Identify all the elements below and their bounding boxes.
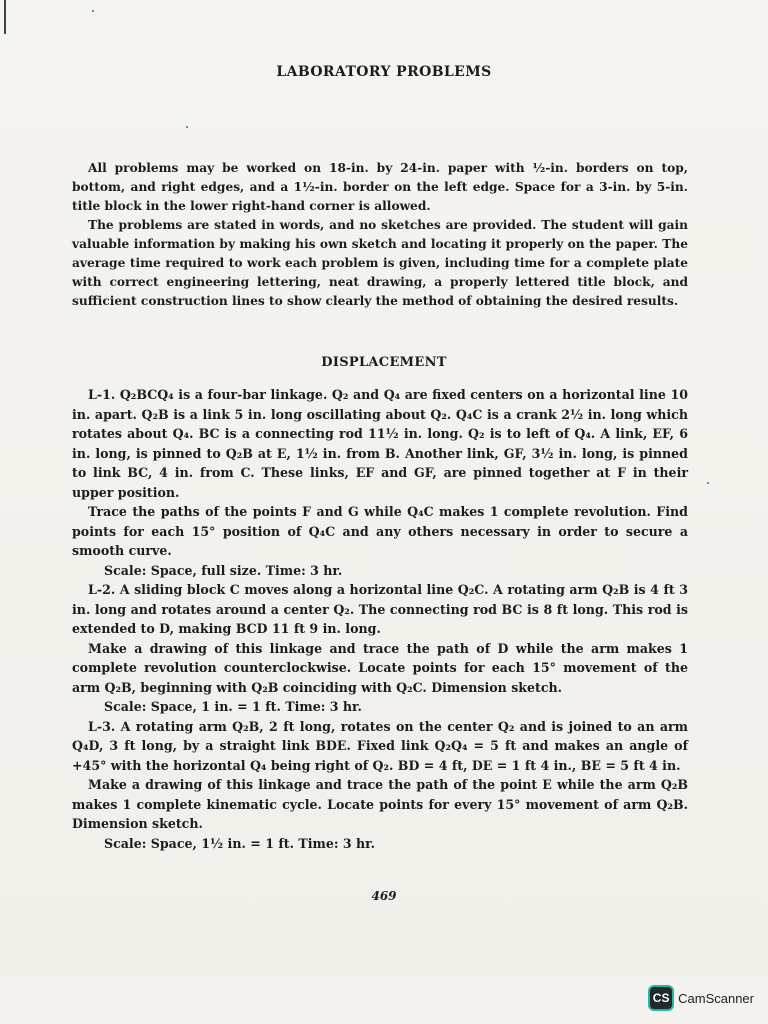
intro-paragraph: All problems may be worked on 18-in. by 24-in. paper with ½-in. borders on top, bottom, and right edges, and a 1½-in. border on the left edge. Space for a 3-in. by 5-in. title block in the lower right-hand corner is allowed. <box>72 161 688 213</box>
problem-number: L-2. <box>88 582 116 597</box>
problem-text: A rotating arm Q₂B, 2 ft long, rotates on the center Q₂ and is joined to an arm Q₄D, 3 ft long, by a straight link BDE. Fixed link Q₂Q₄ = 5 ft and makes an angle of +45° with the horizontal Q₄ being right of Q₂. BD = 4 ft, DE = 1 ft 4 in., BE = 5 ft 4 in. <box>72 718 688 773</box>
problem-instructions: Make a drawing of this linkage and trace the path of D while the arm makes 1 complete revolution counterclockwise. Locate points for each 15° movement of the arm Q₂B, beginning with Q₂B coinciding with Q₂C. Dimension sketch. <box>72 640 688 695</box>
intro-text <box>72 159 688 311</box>
problem-instructions: Make a drawing of this linkage and trace the path of the point E while the arm Q₂B makes 1 complete kinematic cycle. Locate points for every 15° movement of arm Q₂B. Dimension sketch. <box>72 777 688 831</box>
problem-number: L-3. <box>88 718 116 734</box>
problem-scale: Scale: Space, full size. Time: 3 hr. <box>104 562 343 578</box>
problem-instructions: Trace the paths of the points F and G while Q₄C makes 1 complete revolution. Find points for each 15° position of Q₄C and any others necessary in order to secure a smooth curve. <box>72 504 688 558</box>
scan-speck <box>186 126 188 128</box>
section-title: DISPLACEMENT <box>321 355 447 370</box>
problem-paragraph <box>72 385 688 502</box>
scanner-watermark <box>648 985 754 1011</box>
problem-text: A sliding block C moves along a horizontal line Q₂C. A rotating arm Q₂B is 4 ft 3 in. long and rotates around a center Q₂. The connecting rod BC is 8 ft long. This rod is extended to D, making BCD 11 ft 9 in. long. <box>72 582 689 636</box>
intro-paragraph: The problems are stated in words, and no sketches are provided. The student will gain valuable information by making his own sketch and locating it properly on the paper. The average time required to work each problem is given, including time for a complete plate with correct engineering lettering, neat drawing, a properly lettered title block, and sufficient construction lines to show clearly the method of obtaining the desired results. <box>72 218 688 308</box>
app-name: CamScanner <box>678 990 754 1006</box>
page-title: LABORATORY PROBLEMS <box>276 64 492 80</box>
problem-text: Q₂BCQ₄ is a four-bar linkage. Q₂ and Q₄ are fixed centers on a horizontal line 10 in. apart. Q₂B is a link 5 in. long oscillating about Q₂. Q₄C is a crank 2½ in. long which rotates about Q₄. BC is a connecting rod 11½ in. long. Q₂ is to left of Q₄. A link, EF, 6 in. long, is pinned to Q₂B at E, 1½ in. from B. Another link, GF, 3½ in. long, is pinned to link BC, 4 in. from C. These links, EF and GF, are pinned together at F in their upper position. <box>72 387 688 500</box>
scan-speck <box>707 482 709 484</box>
scan-speck <box>92 10 94 12</box>
binding-edge-mark <box>4 0 6 34</box>
problem-number: L-1. <box>88 387 116 402</box>
problem-scale: Scale: Space, 1 in. = 1 ft. Time: 3 hr. <box>104 699 362 714</box>
camscanner-logo-icon: CS <box>648 985 674 1011</box>
page-number: 469 <box>371 889 397 903</box>
problem-paragraph <box>72 580 688 639</box>
problem-paragraph <box>72 717 688 776</box>
problem-scale: Scale: Space, 1½ in. = 1 ft. Time: 3 hr. <box>104 835 376 851</box>
problems-list <box>72 385 688 853</box>
